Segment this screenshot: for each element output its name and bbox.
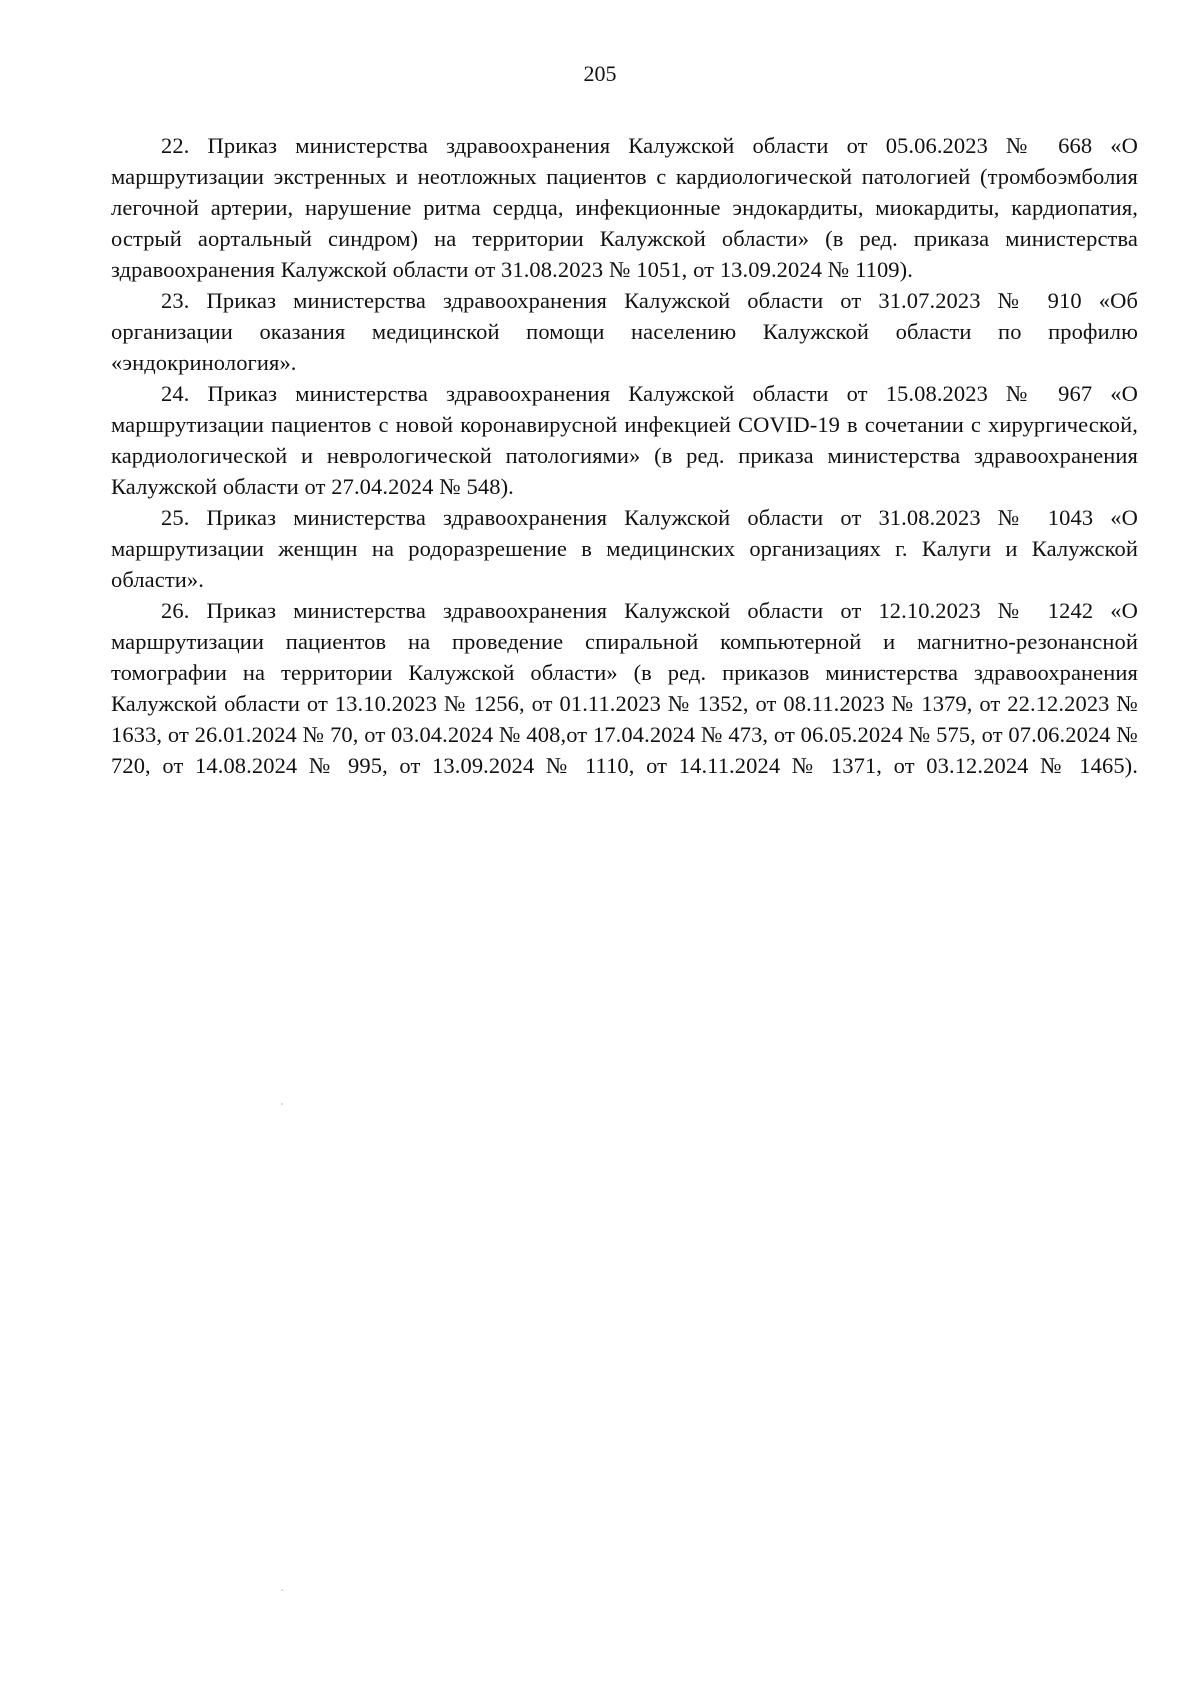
scan-speck	[281, 1103, 283, 1105]
list-item-22: 22. Приказ министерства здравоохранения Калужской области от 05.06.2023 № 668 «О маршрутизации экстренных и неотложных пациентов с кардиологической патологией (тромбоэмболия легочной артерии, нарушение ритма сердца, инфекционные эндокардиты, миокардиты, кардиопатия, острый аортальный синдром) на территории Калужской области» (в ред. приказа министерства здравоохранения Калужской области от 31.08.2023 № 1051, от 13.09.2024 № 1109).	[111, 133, 1138, 282]
list-item-23: 23. Приказ министерства здравоохранения Калужской области от 31.07.2023 № 910 «Об организации оказания медицинской помощи населению Калужской области по профилю «эндокринология».	[111, 288, 1138, 375]
list-item-26: 26. Приказ министерства здравоохранения Калужской области от 12.10.2023 № 1242 «О маршрутизации пациентов на проведение спиральной компьютерной и магнитно-резонансной томографии на территории Калужской области» (в ред. приказов министерства здравоохранения Калужской области от 13.10.2023 № 1256, от 01.11.2023 № 1352, от 08.11.2023 № 1379, от 22.12.2023 № 1633, от 26.01.2024 № 70, от 03.04.2024 № 408,от 17.04.2024 № 473, от 06.05.2024 № 575, от 07.06.2024 № 720, от 14.08.2024 № 995, от 13.09.2024 № 1110, от 14.11.2024 № 1371, от 03.12.2024 № 1465).	[111, 598, 1138, 778]
list-item-25: 25. Приказ министерства здравоохранения Калужской области от 31.08.2023 № 1043 «О маршрутизации женщин на родоразрешение в медицинских организациях г. Калуги и Калужской области».	[111, 505, 1138, 592]
document-body	[111, 130, 1138, 781]
page-number: 205	[583, 61, 617, 86]
list-item-24: 24. Приказ министерства здравоохранения Калужской области от 15.08.2023 № 967 «О маршрутизации пациентов с новой коронавирусной инфекцией COVID-19 в сочетании с хирургической, кардиологической и неврологической патологиями» (в ред. приказа министерства здравоохранения Калужской области от 27.04.2024 № 548).	[111, 381, 1138, 499]
scan-speck	[281, 1589, 283, 1591]
